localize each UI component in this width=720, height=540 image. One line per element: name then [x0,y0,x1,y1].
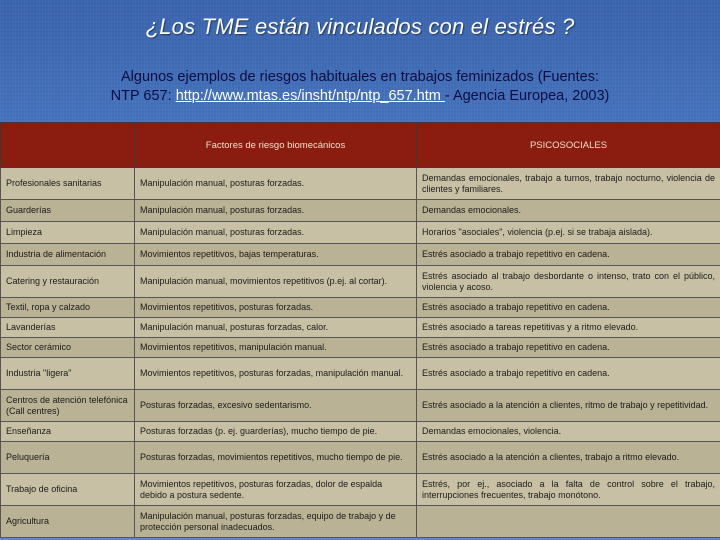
cell-sector: Limpieza [1,222,135,244]
cell-biomechanical: Manipulación manual, posturas forzadas. [135,200,417,222]
table-row [1,318,720,338]
cell-biomechanical: Posturas forzadas (p. ej. guarderías), mucho tiempo de pie. [135,422,417,442]
cell-psychosocial: Demandas emocionales. [417,200,720,222]
table-body [1,168,720,538]
cell-psychosocial: Estrés asociado a trabajo repetitivo en cadena. [417,358,720,390]
slide-subtitle [0,68,720,106]
cell-psychosocial: Horarios "asociales", violencia (p.ej. si se trabaja aislada). [417,222,720,244]
subtitle-prefix: NTP 657: [110,88,176,104]
table-row [1,474,720,506]
cell-psychosocial: Demandas emocionales, trabajo a turnos, trabajo nocturno, violencia de clientes y familiares. [417,168,720,200]
table-row [1,168,720,200]
cell-biomechanical: Posturas forzadas, excesivo sedentarismo. [135,390,417,422]
cell-biomechanical: Posturas forzadas, movimientos repetitivos, mucho tiempo de pie. [135,442,417,474]
header-sector [1,123,135,168]
cell-psychosocial: Estrés asociado a trabajo repetitivo en cadena. [417,244,720,266]
cell-sector: Lavanderías [1,318,135,338]
cell-sector: Industria de alimentación [1,244,135,266]
table-row [1,338,720,358]
cell-biomechanical: Manipulación manual, posturas forzadas. [135,168,417,200]
cell-sector: Enseñanza [1,422,135,442]
cell-psychosocial: Demandas emocionales, violencia. [417,422,720,442]
table-row [1,298,720,318]
cell-psychosocial: Estrés asociado a trabajo repetitivo en cadena. [417,298,720,318]
cell-biomechanical: Manipulación manual, posturas forzadas, equipo de trabajo y de protección personal inadecuados. [135,506,417,538]
table-row [1,222,720,244]
cell-biomechanical: Manipulación manual, posturas forzadas. [135,222,417,244]
subtitle-line-1: Algunos ejemplos de riesgos habituales en trabajos feminizados (Fuentes: [121,69,599,85]
table-row [1,244,720,266]
cell-sector: Sector cerámico [1,338,135,358]
table-header-row [1,123,720,168]
cell-biomechanical: Manipulación manual, posturas forzadas, calor. [135,318,417,338]
risk-table [0,122,720,538]
cell-biomechanical: Movimientos repetitivos, posturas forzadas. [135,298,417,318]
cell-psychosocial: Estrés asociado a la atención a clientes, ritmo de trabajo y repetitividad. [417,390,720,422]
cell-psychosocial: Estrés asociado a trabajo repetitivo en cadena. [417,338,720,358]
cell-psychosocial: Estrés asociado a tareas repetitivas y a ritmo elevado. [417,318,720,338]
cell-psychosocial: Estrés asociado al trabajo desbordante o intenso, trato con el público, violencia y acoso. [417,266,720,298]
table-row [1,390,720,422]
cell-biomechanical: Movimientos repetitivos, posturas forzadas, dolor de espalda debido a postura sedente. [135,474,417,506]
subtitle-suffix: - Agencia Europea, 2003) [444,88,610,104]
cell-sector: Profesionales sanitarias [1,168,135,200]
table-row [1,200,720,222]
cell-psychosocial [417,506,720,538]
source-link[interactable]: http://www.mtas.es/insht/ntp/ntp_657.htm [175,88,445,104]
subtitle-line-2 [0,87,720,106]
cell-sector: Catering y restauración [1,266,135,298]
cell-psychosocial: Estrés asociado a la atención a clientes, trabajo a ritmo elevado. [417,442,720,474]
cell-biomechanical: Manipulación manual, movimientos repetitivos (p.ej. al cortar). [135,266,417,298]
risk-table-container [0,122,720,538]
table-row [1,442,720,474]
cell-sector: Textil, ropa y calzado [1,298,135,318]
table-row [1,358,720,390]
cell-psychosocial: Estrés, por ej., asociado a la falta de control sobre el trabajo, interrupciones frecuentes, trabajo monótono. [417,474,720,506]
cell-sector: Peluquería [1,442,135,474]
table-row [1,506,720,538]
cell-sector: Agricultura [1,506,135,538]
header-biomechanical: Factores de riesgo biomecánicos [135,123,417,168]
cell-sector: Centros de atención telefónica (Call centres) [1,390,135,422]
cell-biomechanical: Movimientos repetitivos, manipulación manual. [135,338,417,358]
table-row [1,266,720,298]
header-psychosocial: PSICOSOCIALES [417,123,720,168]
cell-biomechanical: Movimientos repetitivos, bajas temperaturas. [135,244,417,266]
cell-biomechanical: Movimientos repetitivos, posturas forzadas, manipulación manual. [135,358,417,390]
table-row [1,422,720,442]
slide-title: ¿Los TME están vinculados con el estrés ? [145,14,575,39]
cell-sector: Trabajo de oficina [1,474,135,506]
cell-sector: Guarderías [1,200,135,222]
cell-sector: Industria "ligera" [1,358,135,390]
